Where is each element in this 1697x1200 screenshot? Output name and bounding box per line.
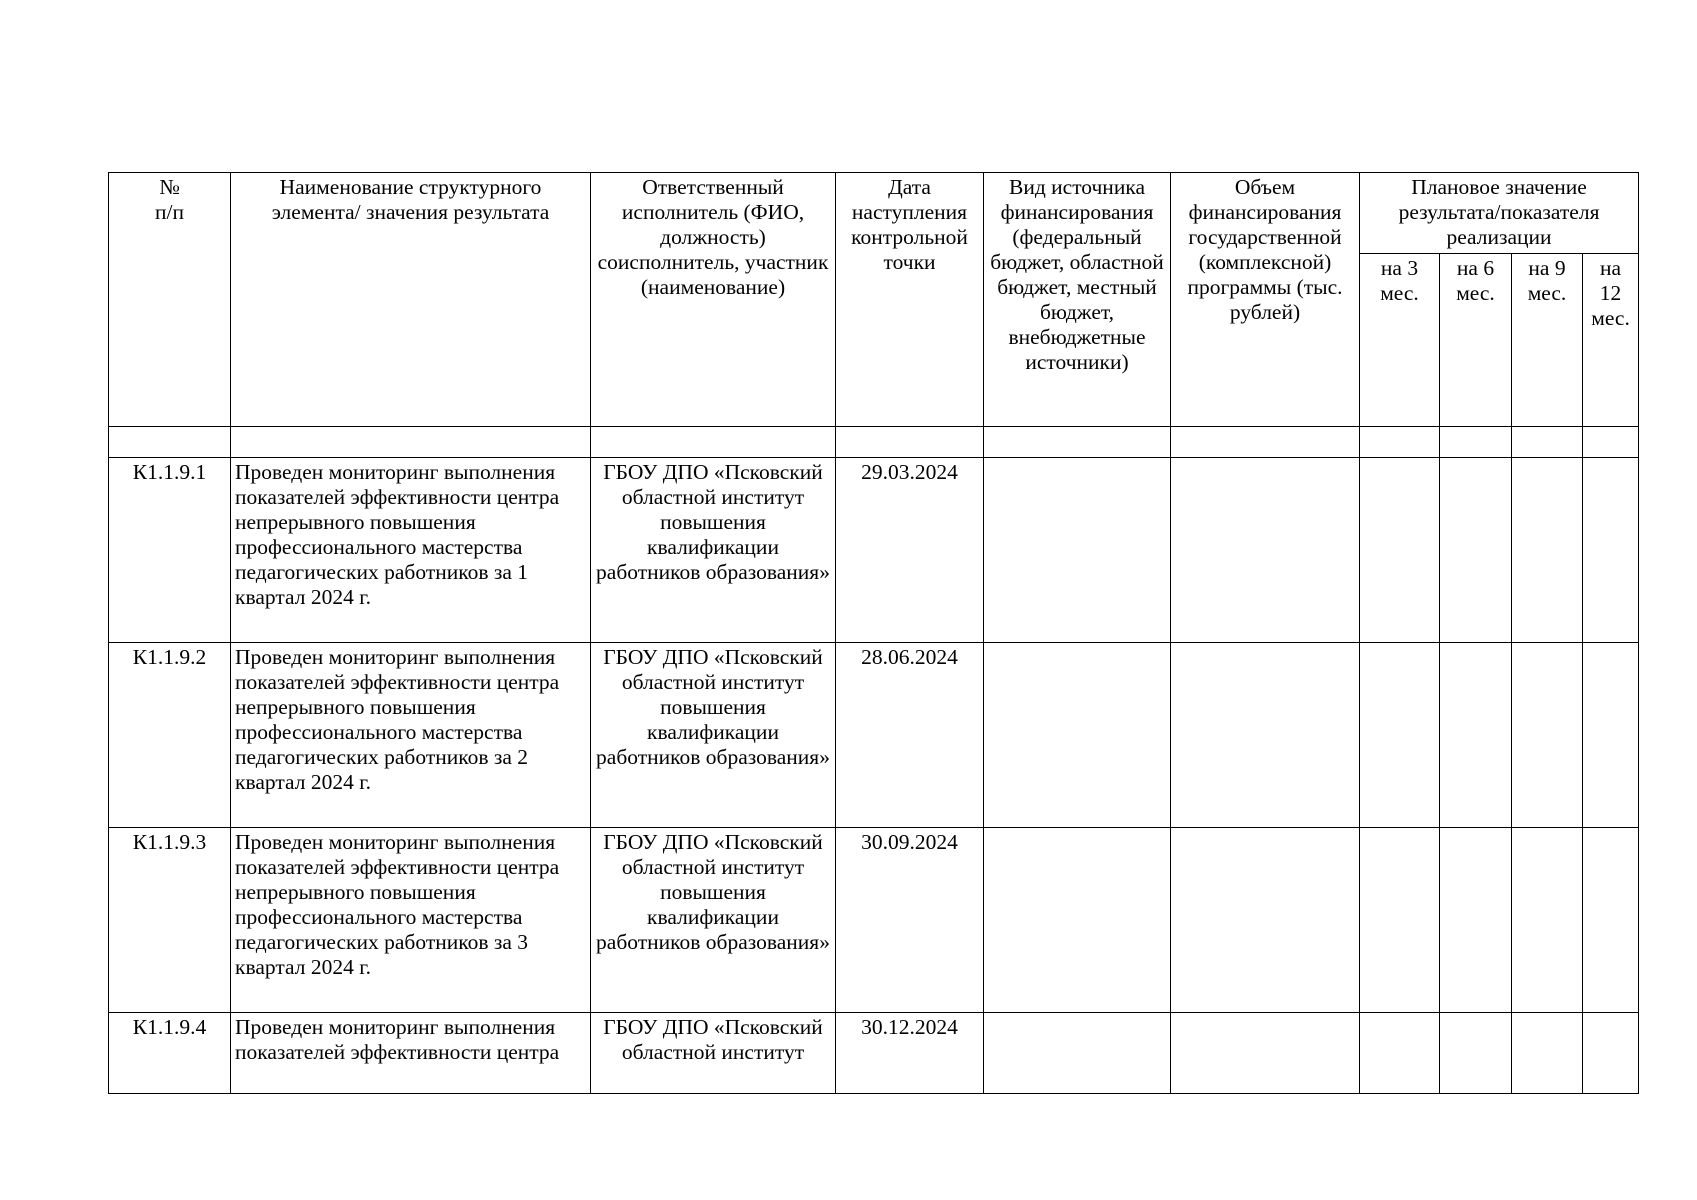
row-executor: ГБОУ ДПО «Псковский областной институт повышения квалификации работников образования» (591, 643, 836, 828)
table-row (109, 643, 1639, 828)
row-volume (1171, 1013, 1360, 1094)
row-m6 (1440, 828, 1512, 1013)
header-volume: Объем финансирования государственной (комплексной) программы (тыс. рублей) (1171, 173, 1360, 427)
table-header (109, 173, 1639, 427)
row-source (984, 458, 1171, 643)
row-executor: ГБОУ ДПО «Псковский областной институт (591, 1013, 836, 1094)
row-executor: ГБОУ ДПО «Псковский областной институт повышения квалификации работников образования» (591, 828, 836, 1013)
row-m3 (1360, 828, 1440, 1013)
row-m9 (1512, 458, 1583, 643)
plan-table (108, 172, 1639, 1094)
row-date: 30.12.2024 (836, 1013, 984, 1094)
header-source: Вид источника финансирования (федеральный бюджет, областной бюджет, местный бюджет, внебюджетные источники) (984, 173, 1171, 427)
row-name: Проведен мониторинг выполнения показателей эффективности центра непрерывного повышения профессионального мастерства педагогических работников за 2 квартал 2024 г. (231, 643, 591, 828)
table-row (109, 828, 1639, 1013)
row-m3 (1360, 1013, 1440, 1094)
row-number: К1.1.9.3 (109, 828, 231, 1013)
row-number: К1.1.9.2 (109, 643, 231, 828)
header-num: № п/п (109, 173, 231, 427)
row-m6 (1440, 1013, 1512, 1094)
row-m9 (1512, 1013, 1583, 1094)
row-date: 28.06.2024 (836, 643, 984, 828)
table-row (109, 458, 1639, 643)
header-9-months: на 9 мес. (1512, 254, 1583, 427)
header-name: Наименование структурного элемента/ значения результата (231, 173, 591, 427)
row-name: Проведен мониторинг выполнения показателей эффективности центра непрерывного повышения профессионального мастерства педагогических работников за 1 квартал 2024 г. (231, 458, 591, 643)
row-name: Проведен мониторинг выполнения показателей эффективности центра (231, 1013, 591, 1094)
row-source (984, 828, 1171, 1013)
header-3-months: на 3 мес. (1360, 254, 1440, 427)
row-date: 30.09.2024 (836, 828, 984, 1013)
row-m12 (1583, 643, 1639, 828)
row-m9 (1512, 828, 1583, 1013)
row-number: К1.1.9.1 (109, 458, 231, 643)
header-planned: Плановое значение результата/показателя реализации (1360, 173, 1639, 254)
table-body (109, 427, 1639, 1094)
row-m12 (1583, 458, 1639, 643)
row-m12 (1583, 828, 1639, 1013)
row-m3 (1360, 458, 1440, 643)
header-6-months: на 6 мес. (1440, 254, 1512, 427)
header-12-months: на 12 мес. (1583, 254, 1639, 427)
row-volume (1171, 458, 1360, 643)
row-date: 29.03.2024 (836, 458, 984, 643)
row-number: К1.1.9.4 (109, 1013, 231, 1094)
row-volume (1171, 643, 1360, 828)
row-m3 (1360, 643, 1440, 828)
row-executor: ГБОУ ДПО «Псковский областной институт повышения квалификации работников образования» (591, 458, 836, 643)
row-m6 (1440, 643, 1512, 828)
row-name: Проведен мониторинг выполнения показателей эффективности центра непрерывного повышения профессионального мастерства педагогических работников за 3 квартал 2024 г. (231, 828, 591, 1013)
row-volume (1171, 828, 1360, 1013)
header-date: Дата наступления контрольной точки (836, 173, 984, 427)
row-source (984, 1013, 1171, 1094)
row-m6 (1440, 458, 1512, 643)
spacer-row (109, 427, 1639, 458)
row-m12 (1583, 1013, 1639, 1094)
row-source (984, 643, 1171, 828)
header-executor: Ответственный исполнитель (ФИО, должность) соисполнитель, участник (наименование) (591, 173, 836, 427)
table-row (109, 1013, 1639, 1094)
row-m9 (1512, 643, 1583, 828)
